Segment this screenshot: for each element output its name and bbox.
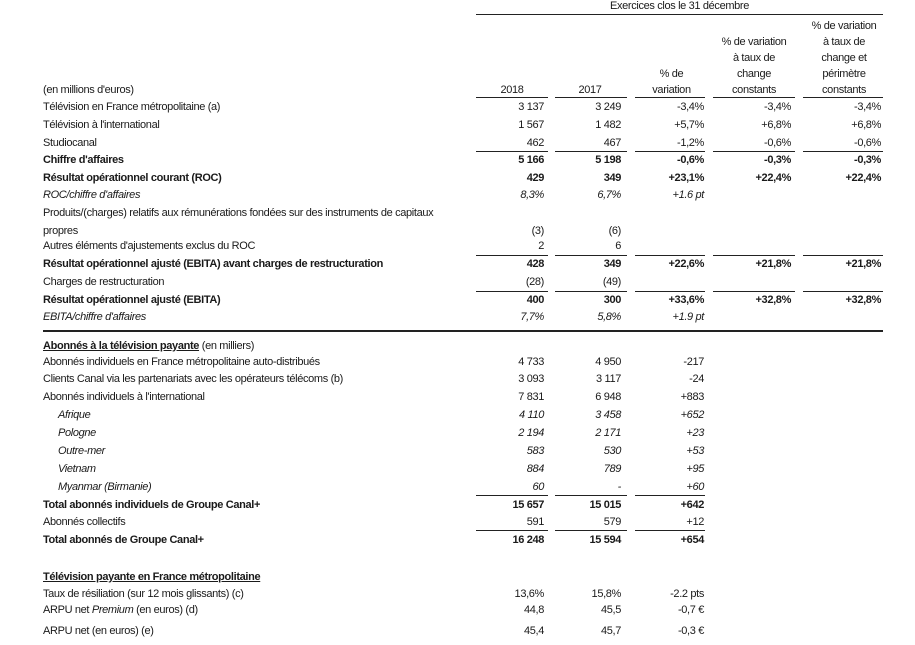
row-label: Télévision à l'international	[43, 119, 160, 131]
cell-value: -1,2%	[677, 137, 704, 149]
row-label: Clients Canal via les partenariats avec les opérateurs télécoms (b)	[43, 373, 343, 385]
section-unit: (en milliers)	[199, 340, 255, 352]
cell-value: 4 733	[518, 356, 544, 368]
divider	[635, 291, 705, 292]
cell-value: 789	[603, 463, 621, 475]
row-label: Autres éléments d'ajustements exclus du ROC	[43, 240, 256, 252]
divider	[555, 291, 627, 292]
cell-value: +1.9 pt	[672, 311, 704, 323]
cell-value: 3 093	[518, 373, 544, 385]
label-part: Premium	[91, 604, 134, 616]
row-label: Taux de résiliation (sur 12 mois glissants) (c)	[43, 588, 244, 600]
cell-value: (6)	[608, 225, 621, 237]
cell-value: 2	[538, 240, 544, 252]
cell-value: +12	[686, 516, 704, 528]
divider	[803, 291, 883, 292]
row-label: Résultat opérationnel courant (ROC)	[43, 172, 222, 184]
cell-value: +32,8%	[755, 294, 791, 306]
row-label: Abonnés collectifs	[43, 516, 126, 528]
cell-value: 15 657	[512, 499, 544, 511]
divider	[476, 291, 548, 292]
divider	[476, 97, 548, 98]
row-label: Pologne	[58, 427, 96, 439]
column-header: à taux de	[822, 36, 866, 48]
cell-value: 6,7%	[597, 189, 621, 201]
cell-value: -	[617, 481, 621, 493]
row-label: ROC/chiffre d'affaires	[43, 189, 141, 201]
divider	[713, 291, 795, 292]
cell-value: 583	[526, 445, 544, 457]
row-label: Vietnam	[58, 463, 96, 475]
cell-value: +21,8%	[755, 258, 791, 270]
row-label: Total abonnés de Groupe Canal+	[43, 534, 204, 546]
label-part: ARPU net	[43, 604, 92, 616]
cell-value: 579	[603, 516, 621, 528]
cell-value: -0,6%	[677, 154, 704, 166]
cell-value: 530	[603, 445, 621, 457]
cell-value: 428	[526, 258, 544, 270]
label-part: (en euros) (d)	[133, 604, 198, 616]
cell-value: 2 171	[595, 427, 621, 439]
cell-value: 6	[615, 240, 621, 252]
row-label: Charges de restructuration	[43, 276, 165, 288]
row-label: Total abonnés individuels de Groupe Canal+	[43, 499, 261, 511]
cell-value: 45,5	[600, 604, 621, 616]
column-header: constants	[732, 84, 776, 96]
cell-value: +22,6%	[668, 258, 704, 270]
cell-value: -3,4%	[764, 101, 791, 113]
cell-value: +654	[680, 534, 704, 546]
cell-value: 15 015	[589, 499, 621, 511]
column-header: 2017	[578, 84, 602, 96]
cell-value: 13,6%	[514, 588, 544, 600]
row-label: Chiffre d'affaires	[43, 154, 124, 166]
row-label: Produits/(charges) relatifs aux rémunérations fondées sur des instruments de capitaux	[43, 207, 434, 219]
row-label	[43, 604, 198, 617]
cell-value: +23	[686, 427, 704, 439]
row-label: ARPU net (en euros) (e)	[43, 625, 154, 637]
row-label: Myanmar (Birmanie)	[58, 481, 152, 493]
divider	[43, 330, 883, 332]
column-header: constants	[822, 84, 866, 96]
cell-value: 7,7%	[520, 311, 544, 323]
column-header: change et	[821, 52, 867, 64]
cell-value: +53	[686, 445, 704, 457]
cell-value: (28)	[525, 276, 544, 288]
divider	[635, 255, 705, 256]
cell-value: +22,4%	[845, 172, 881, 184]
cell-value: -0,7 €	[677, 604, 704, 616]
cell-value: 1 482	[595, 119, 621, 131]
cell-value: (49)	[602, 276, 621, 288]
divider	[555, 97, 627, 98]
row-label: Outre-mer	[58, 445, 105, 457]
cell-value: -0,3 €	[677, 625, 704, 637]
section-title	[43, 340, 254, 353]
cell-value: +60	[686, 481, 704, 493]
cell-value: 45,4	[523, 625, 544, 637]
divider	[555, 151, 627, 152]
cell-value: -0,3%	[854, 154, 881, 166]
cell-value: 15,8%	[591, 588, 621, 600]
cell-value: 3 137	[518, 101, 544, 113]
cell-value: 884	[526, 463, 544, 475]
cell-value: 4 950	[595, 356, 621, 368]
cell-value: 429	[526, 172, 544, 184]
cell-value: -217	[683, 356, 704, 368]
divider	[476, 151, 548, 152]
cell-value: 5 166	[518, 154, 544, 166]
column-header: % de variation	[811, 20, 877, 32]
divider	[803, 97, 883, 98]
cell-value: 300	[603, 294, 621, 306]
cell-value: 7 831	[518, 391, 544, 403]
cell-value: -2.2 pts	[670, 588, 704, 600]
cell-value: 591	[526, 516, 544, 528]
divider	[803, 151, 883, 152]
cell-value: 3 458	[595, 409, 621, 421]
row-label: Studiocanal	[43, 137, 97, 149]
cell-value: 60	[532, 481, 544, 493]
cell-value: 5,8%	[597, 311, 621, 323]
column-header: change	[737, 68, 771, 80]
cell-value: 3 249	[595, 101, 621, 113]
cell-value: +21,8%	[845, 258, 881, 270]
cell-value: 349	[603, 172, 621, 184]
divider	[476, 14, 883, 15]
column-header: variation	[652, 84, 691, 96]
unit-label: (en millions d'euros)	[43, 84, 134, 96]
cell-value: 6 948	[595, 391, 621, 403]
divider	[555, 495, 627, 496]
column-header: périmètre	[822, 68, 866, 80]
row-label: Afrique	[58, 409, 91, 421]
cell-value: -24	[689, 373, 704, 385]
cell-value: 45,7	[600, 625, 621, 637]
cell-value: +22,4%	[755, 172, 791, 184]
cell-value: +23,1%	[668, 172, 704, 184]
cell-value: -0,3%	[764, 154, 791, 166]
cell-value: 467	[603, 137, 621, 149]
cell-value: 15 594	[589, 534, 621, 546]
cell-value: 462	[526, 137, 544, 149]
row-label: EBITA/chiffre d'affaires	[43, 311, 146, 323]
cell-value: +32,8%	[845, 294, 881, 306]
cell-value: +1.6 pt	[672, 189, 704, 201]
section-title: Télévision payante en France métropolitaine	[43, 571, 261, 583]
column-header: à taux de	[732, 52, 776, 64]
cell-value: +883	[680, 391, 704, 403]
cell-value: 3 117	[596, 373, 621, 385]
divider	[476, 530, 548, 531]
column-header: % de	[659, 68, 684, 80]
cell-value: -3,4%	[677, 101, 704, 113]
cell-value: +6,8%	[761, 119, 791, 131]
section-title-text: Abonnés à la télévision payante	[43, 340, 200, 352]
row-label: Télévision en France métropolitaine (a)	[43, 101, 221, 113]
divider	[713, 255, 795, 256]
cell-value: 2 194	[518, 427, 544, 439]
cell-value: -0,6%	[854, 137, 881, 149]
cell-value: -3,4%	[854, 101, 881, 113]
divider	[713, 97, 795, 98]
divider	[476, 255, 548, 256]
cell-value: 16 248	[512, 534, 544, 546]
column-header: % de variation	[721, 36, 787, 48]
divider	[713, 151, 795, 152]
divider	[635, 97, 705, 98]
cell-value: 44,8	[523, 604, 544, 616]
divider	[476, 495, 548, 496]
column-header: 2018	[500, 84, 524, 96]
divider	[555, 530, 627, 531]
cell-value: 8,3%	[520, 189, 544, 201]
cell-value: (3)	[531, 225, 544, 237]
divider	[555, 255, 627, 256]
divider	[635, 151, 705, 152]
cell-value: 5 198	[595, 154, 621, 166]
row-label: Résultat opérationnel ajusté (EBITA) avant charges de restructuration	[43, 258, 383, 270]
cell-value: +5,7%	[674, 119, 704, 131]
cell-value: +642	[680, 499, 704, 511]
cell-value: 1 567	[518, 119, 544, 131]
cell-value: 400	[526, 294, 544, 306]
row-label: Abonnés individuels à l'international	[43, 391, 205, 403]
cell-value: 349	[603, 258, 621, 270]
cell-value: +33,6%	[668, 294, 704, 306]
cell-value: +95	[686, 463, 704, 475]
cell-value: 4 110	[519, 409, 544, 421]
divider	[635, 495, 705, 496]
cell-value: +652	[680, 409, 704, 421]
row-label: Abonnés individuels en France métropolitaine auto-distribués	[43, 356, 320, 368]
divider	[803, 255, 883, 256]
cell-value: -0,6%	[764, 137, 791, 149]
row-label: propres	[43, 225, 78, 237]
period-heading: Exercices clos le 31 décembre	[609, 0, 750, 12]
divider	[635, 530, 705, 531]
cell-value: +6,8%	[851, 119, 881, 131]
row-label: Résultat opérationnel ajusté (EBITA)	[43, 294, 221, 306]
